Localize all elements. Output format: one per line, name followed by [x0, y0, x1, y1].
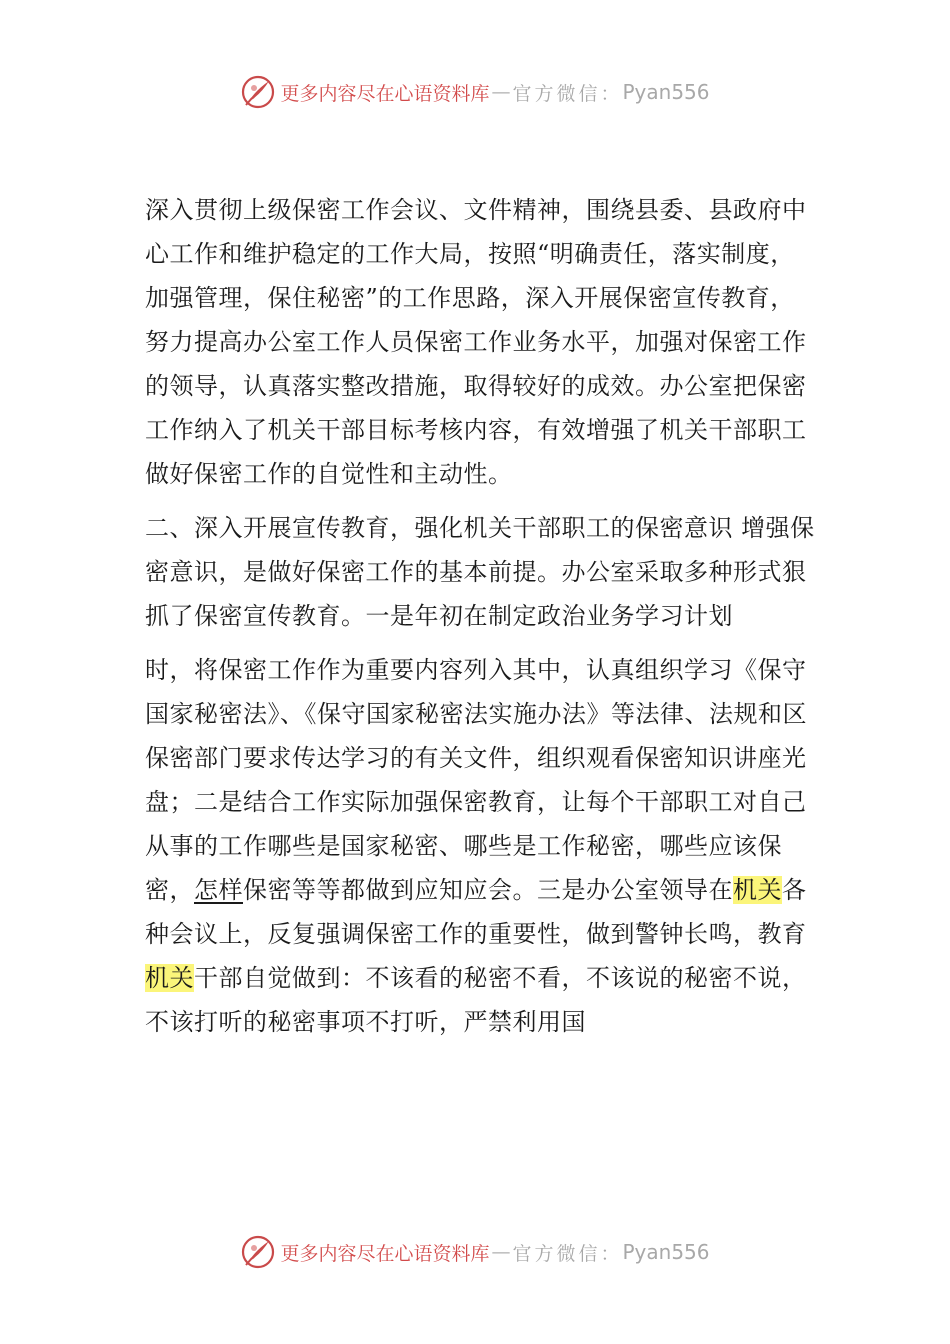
underlined-word: 怎样: [194, 876, 243, 904]
document-body: [145, 188, 815, 1044]
quill-pen-logo-icon: [240, 74, 276, 110]
paragraph-2: 二、深入开展宣传教育，强化机关干部职工的保密意识 增强保密意识，是做好保密工作的基本前提。办公室采取多种形式狠抓了保密宣传教育。一是年初在制定政治业务学习计划: [145, 514, 815, 630]
highlighted-word-1: 机关: [733, 876, 782, 904]
footer-dash: —: [491, 1241, 511, 1263]
paragraph-3-text-c: 各种会议上，反复强调保密工作的重要性，做到警钟长鸣，教育: [145, 876, 807, 948]
paragraph-3: [145, 648, 815, 1044]
footer-slogan: 更多内容尽在心语资料库: [280, 1242, 490, 1265]
footer-wechat-id: Pyan556: [622, 1240, 710, 1264]
banner-slogan: 更多内容尽在心语资料库: [280, 82, 490, 105]
paragraph-1: 深入贯彻上级保密工作会议、文件精神，围绕县委、县政府中心工作和维护稳定的工作大局，按照“明确责任，落实制度，加强管理，保住秘密”的工作思路，深入开展保密宣传教育，努力提高办公室工作人员保密工作业务水平，加强对保密工作的领导，认真落实整改措施，取得较好的成效。办公室把保密工作纳入了机关干部目标考核内容，有效增强了机关干部职工做好保密工作的自觉性和主动性。: [145, 196, 807, 488]
banner-wechat-label: 官方微信：: [512, 82, 623, 105]
paragraph-3-text-d: 干部自觉做到：不该看的秘密不看，不该说的秘密不说，不该打听的秘密事项不打听，严禁利用国: [145, 964, 807, 1036]
footer-wechat-label: 官方微信：: [512, 1242, 623, 1265]
quill-pen-logo-icon: [240, 1234, 276, 1270]
header-banner: [0, 70, 950, 114]
footer-banner: [0, 1230, 950, 1274]
paragraph-3-text-b: 保密等等都做到应知应会。三是办公室领导在: [243, 876, 733, 904]
banner-wechat-id: Pyan556: [622, 80, 710, 104]
banner-dash: —: [491, 81, 511, 103]
highlighted-word-2: 机关: [145, 964, 194, 992]
paragraph-3-text-a: 时，将保密工作作为重要内容列入其中，认真组织学习《保守国家秘密法》、《保守国家秘密法实施办法》等法律、法规和区保密部门要求传达学习的有关文件，组织观看保密知识讲座光盘；二是结合工作实际加强保密教育，让每个干部职工对自己从事的工作哪些是国家秘密、哪些是工作秘密，哪些应该保密，: [145, 656, 807, 904]
